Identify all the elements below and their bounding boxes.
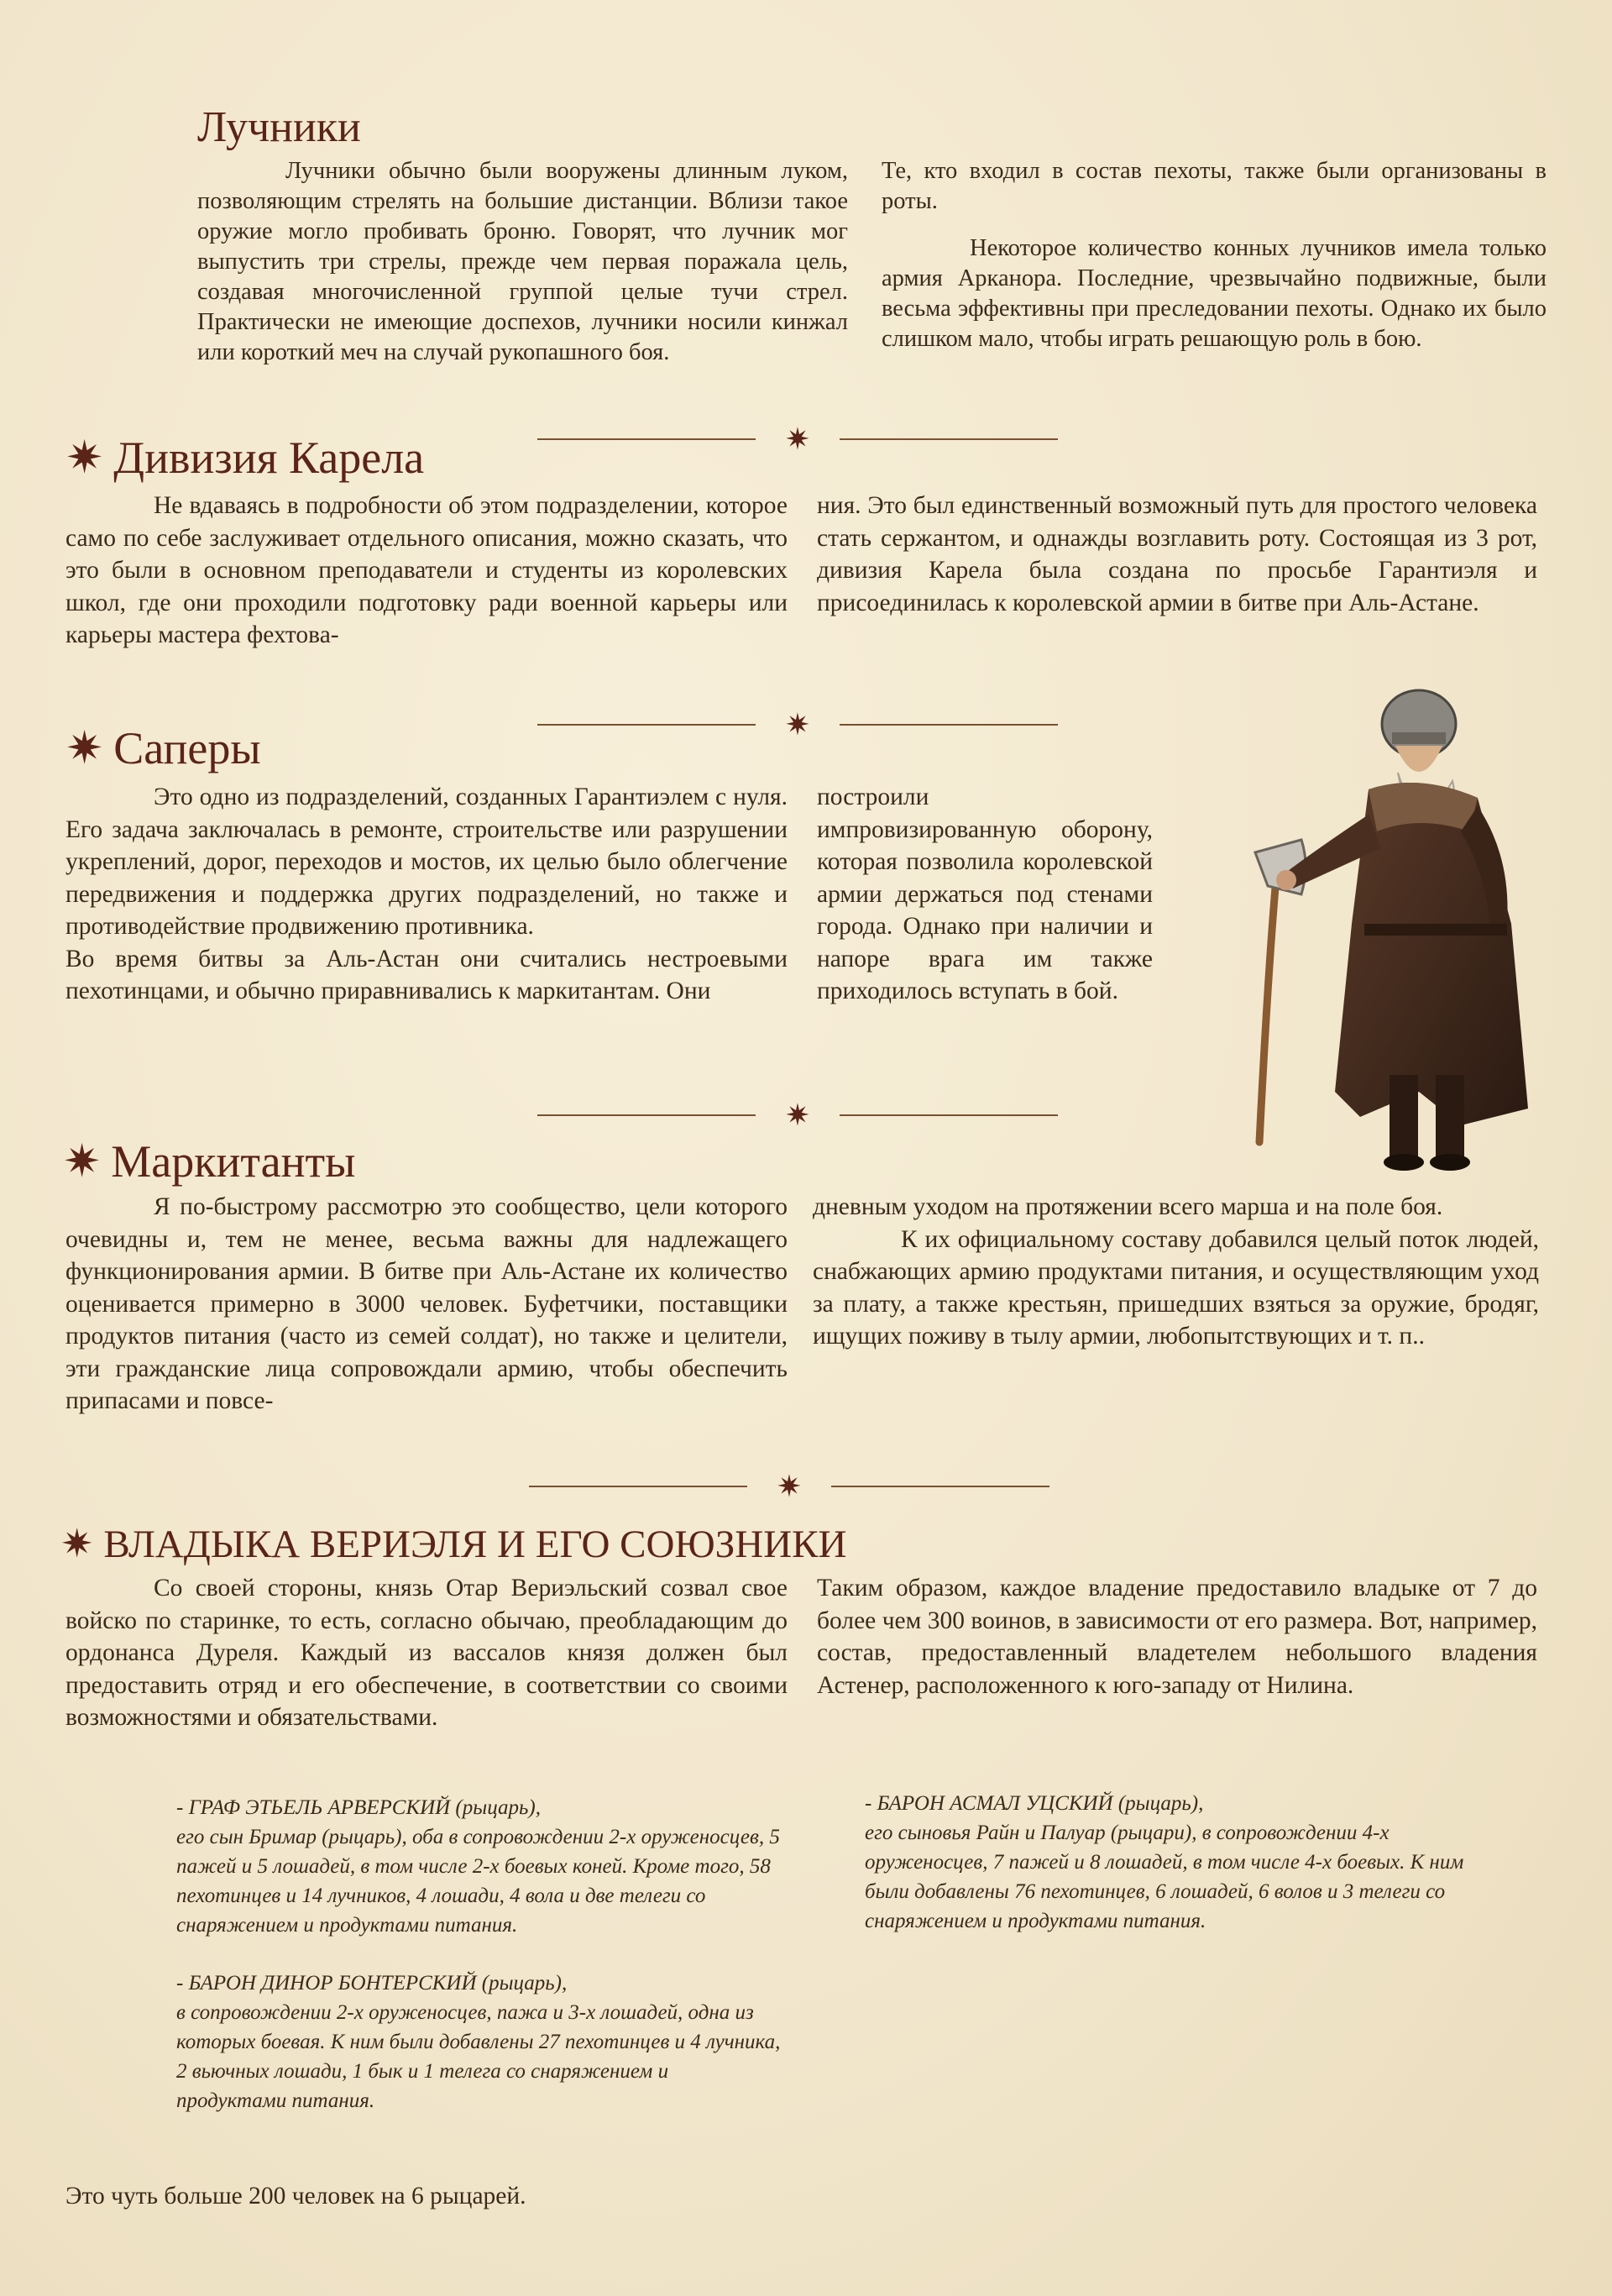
summary-note: Это чуть больше 200 человек на 6 рыцарей. [65,2183,526,2210]
archers-paragraph-3: Некоторое количество конных лучников имела только армия Арканора. Последние, чрезвычайно подвижные, были весьма эффективны при преследовании пехоты. Однако их было слишком мало, чтобы играть решающую роль в бою. [882,235,1547,352]
sutlers-column-right [813,1191,1539,1353]
ornament-icon: ✷ [784,708,811,742]
section-divider [537,708,1058,742]
retinue-entry [176,1793,781,1940]
retinue-list-left [176,1793,781,2144]
lord-column-right [817,1572,1537,1701]
ornament-icon: ✷ [784,1098,811,1132]
archers-paragraph-2: Те, кто входил в состав пехоты, также были организованы в роты. [882,158,1547,214]
section-title-archers: Лучники [197,103,361,151]
retinue-entry-body: в сопровождении 2-х оруженосцев, пажа и 3-х лошадей, одна из которых боевая. К ним были добавлены 27 пехотинцев и 4 лучника, 2 вьючных лошади, 1 бык и 1 телега со снаряжением и продуктами питания. [176,2001,781,2112]
warrior-illustration [1209,672,1562,1176]
section-divider [537,1098,1058,1132]
karel-column-right [817,490,1537,619]
section-divider [537,422,1058,456]
ornament-icon: ✷ [60,1523,94,1566]
lord-paragraph-2: Таким образом, каждое владение предоставило владыке от 7 до более чем 300 воинов, в зависимости от его размера. Вот, например, состав, предоставленный владетелем небольшого владения Астенер, расположенного к юго-западу от Нилина. [817,1575,1537,1699]
lord-column-left [65,1572,788,1734]
section-divider [529,1470,1049,1503]
retinue-entry-body: его сын Бримар (рыцарь), оба в сопровождении 2-х оруженосцев, 5 пажей и 5 лошадей, в том числе 2-х боевых коней. Кроме того, 58 пехотинцев и 14 лучников, 4 лошади, 4 вола и две телеги со снаряжением и продуктами питания. [176,1826,780,1937]
lord-paragraph-1: Со своей стороны, князь Отар Вериэльский созвал свое войско по старинке, то есть, согласно обычаю, преобладающим до ордонанса Дуреля. Каждый из вассалов князя должен был предоставить отряд и его обеспечение, в соответствии со своими возможностями и обязательствами. [65,1575,788,1731]
retinue-entry [176,1968,781,2115]
sutlers-paragraph-3: К их официальному составу добавился целый поток людей, снабжающих армию продуктами питания, и осуществляющим уход за плату, а также крестьян, пришедших взяться за оружие, бродяг, ищущих поживу в тылу армии, любопытствующих и т. п.. [813,1225,1539,1350]
section-title-karel: ✷ Дивизия Карела [65,432,425,483]
ornament-icon: ✷ [63,1136,102,1187]
sappers-paragraph-3: построили импровизированную оборону, которая позволила королевской армии держаться под стенами города. Однако при наличии и напоре врага им также приходилось вступать в бой. [817,784,1153,1004]
sappers-paragraph-1: Это одно из подразделений, созданных Гарантиэлем с нуля. Его задача заключалась в ремонте, строительстве или разрушении укреплений, дорог, переходов и мостов, их целью было облегчение передвижения и поддержка других подразделений, но также и противодействие продвижению противника. [65,784,788,940]
sappers-column-right [817,781,1153,1008]
section-title-sutlers: ✷ Маркитанты [63,1136,356,1187]
sappers-column-left [65,781,788,1008]
sutlers-paragraph-1: Я по-быстрому рассмотрю это сообщество, цели которого очевидны и, тем не менее, весьма важны для надлежащего функционирования армии. В битве при Аль-Астане их количество оценивается примерно в 3000 человек. Буфетчики, поставщики продуктов питания (часто из семей солдат), но также и целители, эти гражданские лица сопровождали армию, чтобы обеспечить припасами и повсе- [65,1193,788,1414]
sutlers-paragraph-2: дневным уходом на протяжении всего марша и на поле боя. [813,1193,1443,1220]
ornament-icon: ✷ [65,723,104,773]
karel-paragraph-2: ния. Это был единственный возможный путь для простого человека стать сержантом, и однажды возглавить роту. Состоящая из 3 рот, дивизия Карела была создана по просьбе Гарантиэля и присоединилась к королевской армии в битве при Аль-Астане. [817,492,1537,616]
archers-paragraph-1: Лучники обычно были вооружены длинным луком, позволяющим стрелять на большие дистанции. Вблизи такое оружие могло пробивать броню. Говорят, что лучник мог выпустить три стрелы, прежде чем первая поражала цель, создавая многочисленной группой целые тучи стрел. Практически не имеющие доспехов, лучники носили кинжал или короткий меч на случай рукопашного боя. [197,158,848,365]
ornament-icon: ✷ [65,432,104,483]
section-title-lord: ✷ ВЛАДЫКА ВЕРИЭЛЯ И ЕГО СОЮЗНИКИ [60,1523,847,1566]
karel-paragraph-1: Не вдаваясь в подробности об этом подразделении, которое само по себе заслуживает отдельного описания, можно сказать, что это были в основном преподаватели и студенты из королевских школ, где они проходили подготовку ради военной карьеры или карьеры мастера фехтова- [65,492,788,648]
retinue-entry-head: - ГРАФ ЭТЬЕЛЬ АРВЕРСКИЙ (рыцарь), [176,1796,541,1819]
retinue-list-right [865,1789,1469,1964]
retinue-entry-head: - БАРОН АСМАЛ УЦСКИЙ (рыцарь), [865,1792,1204,1815]
archers-column-left [197,156,848,368]
retinue-entry-head: - БАРОН ДИНОР БОНТЕРСКИЙ (рыцарь), [176,1972,568,1995]
retinue-entry-body: его сыновья Райн и Палуар (рыцари), в сопровождении 4-х оруженосцев, 7 пажей и 8 лошадей, в том числе 4-х боевых. К ним были добавлены 76 пехотинцев, 6 лошадей, 6 волов и 3 телеги со снаряжением и продуктами питания. [865,1822,1464,1932]
archers-column-right [882,156,1547,354]
section-title-sappers: ✷ Саперы [65,723,261,773]
ornament-icon: ✷ [784,422,811,456]
sutlers-column-left [65,1191,788,1418]
retinue-entry [865,1789,1469,1936]
ornament-icon: ✷ [776,1470,803,1503]
sappers-paragraph-2: Во время битвы за Аль-Астан они считались нестроевыми пехотинцами, и обычно приравнивались к маркитантам. Они [65,945,788,1004]
karel-column-left [65,490,788,652]
